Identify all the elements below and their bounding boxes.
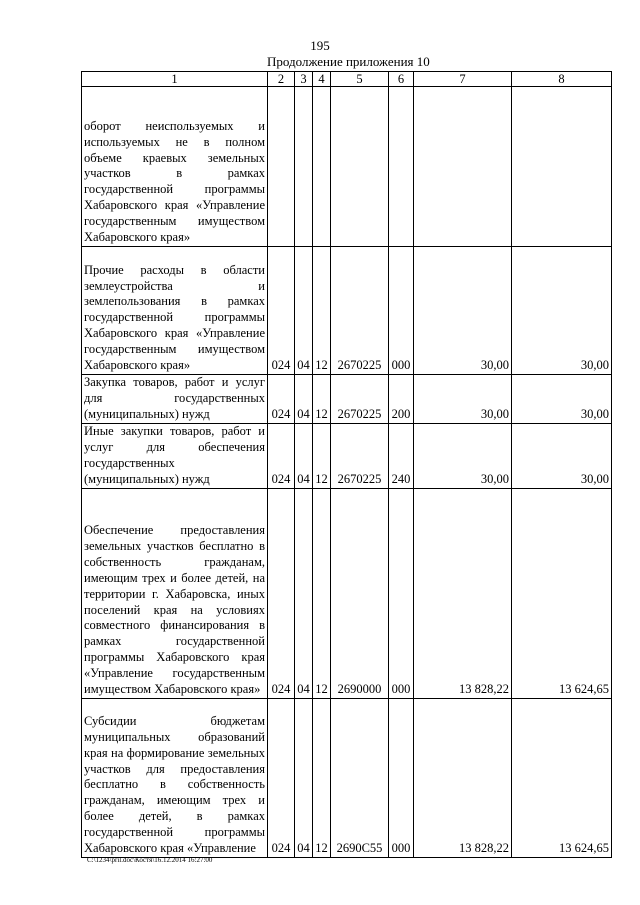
table-row (82, 489, 612, 699)
column-header: 2 (268, 72, 295, 87)
ministry-code-cell: 024 (268, 699, 295, 858)
subsection-code-cell: 12 (313, 375, 331, 424)
table-header-row (82, 72, 612, 87)
expense-type-cell: 000 (389, 489, 414, 699)
expense-type-cell (389, 87, 414, 247)
column-header: 6 (389, 72, 414, 87)
table-row (82, 87, 612, 247)
amount-year1-cell: 30,00 (414, 375, 512, 424)
table-row (82, 424, 612, 489)
target-article-cell: 2690000 (331, 489, 389, 699)
column-header: 5 (331, 72, 389, 87)
ministry-code-cell (268, 87, 295, 247)
expense-type-cell: 000 (389, 247, 414, 375)
section-code-cell: 04 (295, 375, 313, 424)
expense-type-cell: 240 (389, 424, 414, 489)
expense-name-cell: Закупка товаров, работ и услуг для государственных (муниципальных) нужд (82, 375, 268, 424)
ministry-code-cell: 024 (268, 375, 295, 424)
expense-name-cell: Обеспечение предоставления земельных участков бесплатно в собственность гражданам, имеющим трех и более детей, на территории г. Хабаровска, иных поселений края на условиях совместного финансирования в рамках государственной программы Хабаровского края «Управление государственным имуществом Хабаровского края» (82, 489, 268, 699)
target-article-cell (331, 87, 389, 247)
ministry-code-cell: 024 (268, 247, 295, 375)
amount-year2-cell: 13 624,65 (512, 489, 612, 699)
table-row (82, 247, 612, 375)
expense-type-cell: 200 (389, 375, 414, 424)
section-code-cell: 04 (295, 424, 313, 489)
expense-type-cell: 000 (389, 699, 414, 858)
column-header: 7 (414, 72, 512, 87)
expense-name-cell: Иные закупки товаров, работ и услуг для обеспечения государственных (муниципальных) нужд (82, 424, 268, 489)
subsection-code-cell: 12 (313, 247, 331, 375)
table-row (82, 375, 612, 424)
amount-year1-cell: 13 828,22 (414, 489, 512, 699)
page-number: 195 (310, 38, 330, 53)
section-code-cell: 04 (295, 489, 313, 699)
target-article-cell: 2690С55 (331, 699, 389, 858)
amount-year1-cell: 30,00 (414, 247, 512, 375)
target-article-cell: 2670225 (331, 375, 389, 424)
table-row (82, 699, 612, 858)
subsection-code-cell: 12 (313, 699, 331, 858)
subsection-code-cell: 12 (313, 424, 331, 489)
amount-year2-cell: 13 624,65 (512, 699, 612, 858)
budget-table (81, 71, 612, 858)
amount-year2-cell: 30,00 (512, 247, 612, 375)
column-header: 4 (313, 72, 331, 87)
amount-year1-cell (414, 87, 512, 247)
ministry-code-cell: 024 (268, 424, 295, 489)
section-code-cell: 04 (295, 247, 313, 375)
expense-name-cell: Субсидии бюджетам муниципальных образований края на формирование земельных участков для предоставления бесплатно в собственность гражданам, имеющим трех и более детей, в рамках государственной программы Хабаровского края «Управление (82, 699, 268, 858)
amount-year2-cell: 30,00 (512, 424, 612, 489)
expense-name-cell: Прочие расходы в области землеустройства и землепользования в рамках государственной программы Хабаровского края «Управление государственным имуществом Хабаровского края» (82, 247, 268, 375)
subsection-code-cell (313, 87, 331, 247)
amount-year1-cell: 30,00 (414, 424, 512, 489)
target-article-cell: 2670225 (331, 247, 389, 375)
file-path-footer: C:\1234\pril.doc\Костя\16.12.2014 16:27:00 (87, 856, 213, 864)
expense-name-cell: оборот неиспользуемых и используемых не в полном объеме краевых земельных участков в рамках государственной программы Хабаровского края «Управление государственным имуществом Хабаровского края» (82, 87, 268, 247)
column-header: 8 (512, 72, 612, 87)
amount-year1-cell: 13 828,22 (414, 699, 512, 858)
ministry-code-cell: 024 (268, 489, 295, 699)
column-header: 1 (82, 72, 268, 87)
amount-year2-cell: 30,00 (512, 375, 612, 424)
section-code-cell: 04 (295, 699, 313, 858)
column-header: 3 (295, 72, 313, 87)
target-article-cell: 2670225 (331, 424, 389, 489)
amount-year2-cell (512, 87, 612, 247)
continuation-caption: Продолжение приложения 10 (267, 54, 430, 69)
section-code-cell (295, 87, 313, 247)
subsection-code-cell: 12 (313, 489, 331, 699)
